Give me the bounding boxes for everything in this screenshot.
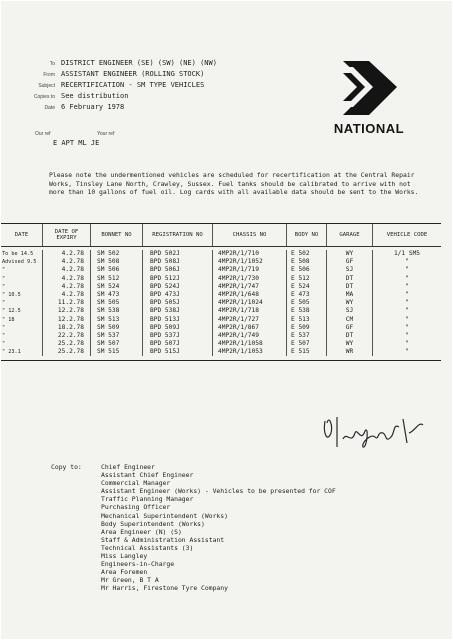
table-row	[1, 291, 441, 299]
cell-chassis: 4MP2R/1/747	[213, 283, 287, 291]
our-ref-label: Our ref	[35, 131, 51, 137]
national-logo	[319, 59, 419, 139]
cell-garage: MA	[327, 291, 373, 299]
table-header	[1, 224, 441, 247]
cell-expiry: 4.2.78	[43, 291, 91, 299]
cell-bonnet: SM 508	[91, 258, 143, 266]
copy-to-label: Copy to:	[51, 463, 82, 471]
cell-garage: SJ	[327, 307, 373, 315]
reference-block	[7, 131, 207, 151]
list-item: Mechanical Superintendent (Works)	[101, 511, 228, 520]
cell-expiry: 4.2.78	[43, 250, 91, 258]
table-row	[1, 316, 441, 324]
cell-garage: SJ	[327, 266, 373, 274]
cell-body: E 508	[287, 258, 327, 266]
cell-bonnet: SM 509	[91, 324, 143, 332]
table-row	[1, 332, 441, 340]
cell-reg: BPD 509J	[143, 324, 213, 332]
vehicle-table	[1, 223, 441, 361]
table-body	[1, 247, 441, 360]
cell-expiry: 12.2.78	[43, 316, 91, 324]
subject-value: RECERTIFICATION - SM TYPE VEHICLES	[61, 81, 205, 89]
handwritten-signature	[317, 403, 427, 463]
list-item: Traffic Planning Manager	[101, 495, 194, 504]
cell-body: E 505	[287, 299, 327, 307]
cell-reg: BPD 505J	[143, 299, 213, 307]
cell-body: E 473	[287, 291, 327, 299]
cell-code: "	[405, 307, 409, 315]
cell-expiry: 12.2.78	[43, 307, 91, 315]
cell-bonnet: SM 502	[91, 250, 143, 258]
cell-date: To be 14.5	[1, 250, 43, 258]
copies-label: Copies to	[33, 94, 55, 100]
cell-bonnet: SM 513	[91, 316, 143, 324]
cell-body: E 537	[287, 332, 327, 340]
cell-reg: BPD 538J	[143, 307, 213, 315]
cell-code: "	[405, 299, 409, 307]
date-label: Date	[44, 105, 55, 111]
cell-reg: BPD 513J	[143, 316, 213, 324]
cell-expiry: 25.2.78	[43, 340, 91, 348]
cell-code: "	[405, 315, 409, 323]
cell-expiry: 4.2.78	[43, 266, 91, 274]
cell-bonnet: SM 537	[91, 332, 143, 340]
list-item: Assistant Chief Engineer	[101, 471, 194, 480]
cell-body: E 507	[287, 340, 327, 348]
cell-code: "	[405, 323, 409, 331]
table-row	[1, 348, 441, 356]
list-item: Mr Harris, Firestone Tyre Company	[101, 584, 228, 593]
cell-bonnet: SM 512	[91, 275, 143, 283]
cell-reg: BPD 507J	[143, 340, 213, 348]
column-header: REGISTRATION NO	[143, 224, 213, 246]
cell-chassis: 4MP2R/1/727	[213, 316, 287, 324]
cell-bonnet: SM 507	[91, 340, 143, 348]
cell-expiry: 4.2.78	[43, 275, 91, 283]
list-item: Assistant Engineer (Works) - Vehicles to be presented for COF	[101, 487, 336, 496]
table-row	[1, 266, 441, 274]
cell-code: 1/1 SM5	[393, 250, 421, 257]
cell-code: "	[405, 266, 409, 274]
cell-reg: BPD 512J	[143, 275, 213, 283]
cell-bonnet: SM 515	[91, 348, 143, 356]
cell-body: E 513	[287, 316, 327, 324]
cell-chassis: 4MP2R/1/749	[213, 332, 287, 340]
to-value: DISTRICT ENGINEER (SE) (SW) (NE) (NW)	[61, 59, 217, 67]
cell-chassis: 4MP2R/1/718	[213, 307, 287, 315]
list-item: Technical Assistants (3)	[101, 543, 194, 552]
table-row	[1, 258, 441, 266]
list-item: Mr Green, B T A	[101, 576, 159, 585]
cell-date: " 10.5	[1, 291, 43, 299]
cell-expiry: 4.2.78	[43, 258, 91, 266]
cell-date: Advised 9.5	[1, 258, 43, 266]
column-header: BODY NO	[287, 224, 327, 246]
cell-reg: BPD 502J	[143, 250, 213, 258]
cell-code: "	[405, 282, 409, 290]
cell-chassis: 4MP2R/1/1052	[213, 258, 287, 266]
cell-garage: WY	[327, 340, 373, 348]
cell-body: E 502	[287, 250, 327, 258]
cell-code: "	[405, 331, 409, 339]
cell-garage: DT	[327, 332, 373, 340]
cell-body: E 524	[287, 283, 327, 291]
cell-expiry: 25.2.78	[43, 348, 91, 356]
to-label: To	[49, 61, 55, 67]
list-item: Staff & Administration Assistant	[101, 535, 225, 544]
cell-expiry: 22.2.78	[43, 332, 91, 340]
cell-reg: BPD 508J	[143, 258, 213, 266]
list-item: Miss Langley	[101, 552, 148, 561]
cell-date: "	[1, 340, 43, 348]
list-item: Body Superintendent (Works)	[101, 519, 205, 528]
table-row	[1, 275, 441, 283]
table-row	[1, 299, 441, 307]
cell-chassis: 4MP2R/1/719	[213, 266, 287, 274]
cell-reg: BPD 506J	[143, 266, 213, 274]
cell-code: "	[405, 274, 409, 282]
cell-body: E 538	[287, 307, 327, 315]
cell-chassis: 4MP2R/1/648	[213, 291, 287, 299]
list-item: Area Foremen	[101, 568, 148, 577]
cell-body: E 515	[287, 348, 327, 356]
cell-date: "	[1, 324, 43, 332]
cell-garage: GF	[327, 324, 373, 332]
from-value: ASSISTANT ENGINEER (ROLLING STOCK)	[61, 70, 205, 78]
cell-bonnet: SM 538	[91, 307, 143, 315]
subject-label: Subject	[38, 83, 55, 89]
cell-body: E 509	[287, 324, 327, 332]
table-row	[1, 340, 441, 348]
cell-chassis: 4MP2R/1/1053	[213, 348, 287, 356]
from-label: From	[43, 72, 55, 78]
cell-code: "	[405, 258, 409, 266]
memo-header	[7, 59, 307, 114]
memo-body: Please note the undermentioned vehicles are scheduled for recertification at the Central Repair Works, Tinsley Lane North, Crawley, Sussex. Fuel tanks should be calibrated to arrive with not more than 10 gallons of fuel oil. Log cards with all available data should be sent to the Works.	[49, 171, 419, 197]
cell-chassis: 4MP2R/1/1024	[213, 299, 287, 307]
cell-code: "	[405, 290, 409, 298]
table-row	[1, 307, 441, 315]
cell-expiry: 18.2.78	[43, 324, 91, 332]
column-header: DATE OF EXPIRY	[43, 224, 91, 246]
cell-garage: WY	[327, 250, 373, 258]
cell-bonnet: SM 524	[91, 283, 143, 291]
list-item: Area Engineer (N) (S)	[101, 527, 182, 536]
copy-to-recipients	[101, 463, 401, 593]
logo-wordmark: NATIONAL	[333, 121, 405, 136]
cell-reg: BPD 515J	[143, 348, 213, 356]
cell-expiry: 11.2.78	[43, 299, 91, 307]
copies-value: See distribution	[61, 92, 129, 100]
table-row	[1, 250, 441, 258]
list-item: Commercial Manager	[101, 479, 171, 488]
list-item: Engineers-in-Charge	[101, 560, 175, 569]
cell-code: "	[405, 348, 409, 356]
your-ref-label: Your ref	[97, 131, 115, 137]
cell-garage: GF	[327, 258, 373, 266]
list-item: Chief Engineer	[101, 463, 155, 471]
column-header: CHASSIS NO	[213, 224, 287, 246]
list-item: Purchasing Officer	[101, 503, 171, 512]
cell-body: E 512	[287, 275, 327, 283]
ref-value: E APT ML JE	[53, 139, 100, 147]
cell-date: "	[1, 283, 43, 291]
cell-garage: CM	[327, 316, 373, 324]
column-header: DATE	[1, 224, 43, 246]
cell-date: " 23.1	[1, 348, 43, 356]
cell-garage: WR	[327, 348, 373, 356]
memo-page	[1, 1, 452, 639]
cell-bonnet: SM 506	[91, 266, 143, 274]
cell-date: "	[1, 332, 43, 340]
table-row	[1, 283, 441, 291]
cell-bonnet: SM 505	[91, 299, 143, 307]
table-row	[1, 324, 441, 332]
cell-date: "	[1, 266, 43, 274]
cell-body: E 506	[287, 266, 327, 274]
cell-expiry: 4.2.78	[43, 283, 91, 291]
double-chevron-icon	[319, 59, 419, 119]
cell-chassis: 4MP2R/1/867	[213, 324, 287, 332]
cell-garage: WY	[327, 299, 373, 307]
cell-bonnet: SM 473	[91, 291, 143, 299]
cell-date: " 12.5	[1, 307, 43, 315]
date-value: 6 February 1978	[61, 103, 125, 111]
cell-chassis: 4MP2R/1/710	[213, 250, 287, 258]
cell-date: "	[1, 275, 43, 283]
column-header: BONNET NO	[91, 224, 143, 246]
column-header: GARAGE	[327, 224, 373, 246]
cell-chassis: 4MP2R/1/730	[213, 275, 287, 283]
cell-reg: BPD 473J	[143, 291, 213, 299]
cell-date: "	[1, 299, 43, 307]
cell-reg: BPD 537J	[143, 332, 213, 340]
cell-code: "	[405, 340, 409, 348]
cell-date: " 18	[1, 316, 43, 324]
cell-garage: DT	[327, 275, 373, 283]
cell-garage: DT	[327, 283, 373, 291]
cell-reg: BPD 524J	[143, 283, 213, 291]
column-header: VEHICLE CODE	[386, 231, 428, 238]
cell-chassis: 4MP2R/1/1058	[213, 340, 287, 348]
